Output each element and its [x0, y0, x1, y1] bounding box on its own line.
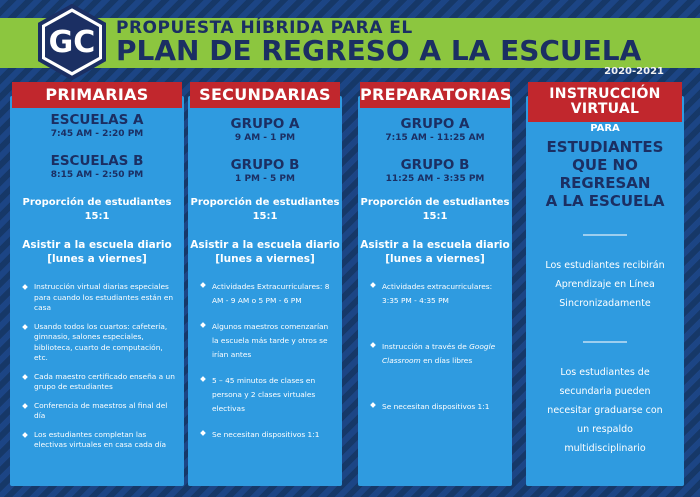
- group-b-time: 8:15 AM - 2:50 PM: [50, 170, 144, 180]
- ratio-value: 15:1: [84, 211, 110, 222]
- bullet-list: [358, 280, 512, 414]
- ratio-label: Proporción de estudiantes: [360, 197, 510, 208]
- attend-line-1: Asistir a la escuela diario: [22, 239, 172, 251]
- list-item: 5 – 45 minutos de clases en persona y 2 clases virtuales electivas: [202, 374, 336, 416]
- column-secundarias: [188, 85, 342, 486]
- title-line-2: PLAN DE REGRESO A LA ESCUELA: [116, 34, 642, 67]
- heading-primarias: PRIMARIAS: [12, 82, 182, 108]
- virtual-text-1: Los estudiantes recibirán Aprendizaje en Línea Sincronizadamente: [545, 260, 665, 309]
- google-classroom-text: Google Classroom: [382, 342, 496, 365]
- column-virtual: [526, 86, 684, 486]
- bullet-list: [10, 282, 184, 451]
- ratio-value: 15:1: [252, 211, 278, 222]
- list-item: Conferencia de maestros al final del día: [24, 401, 178, 422]
- title-line-1: PROPUESTA HÍBRIDA PARA EL: [116, 18, 413, 38]
- target-line-3: A LA ESCUELA: [545, 192, 665, 210]
- list-item: Instrucción virtual diarias especiales para cuando los estudiantes están en casa: [24, 282, 178, 314]
- schedule-group-b: [188, 157, 342, 186]
- column-preparatorias: [358, 85, 512, 486]
- group-b-time: 11:25 AM - 3:35 PM: [385, 174, 485, 184]
- list-item: Se necesitan dispositivos 1:1: [372, 400, 506, 414]
- schedule-group-a: [10, 112, 184, 141]
- para-label: PARA: [590, 123, 620, 134]
- ratio-label: Proporción de estudiantes: [190, 197, 340, 208]
- group-a-title: GRUPO A: [400, 116, 470, 132]
- attend-line-1: Asistir a la escuela diario: [360, 239, 510, 251]
- attend-line-1: Asistir a la escuela diario: [190, 239, 340, 251]
- heading-secundarias: SECUNDARIAS: [190, 82, 340, 108]
- list-item: [372, 340, 506, 368]
- schedule-group-b: [10, 153, 184, 182]
- heading-preparatorias: PREPARATORIAS: [360, 82, 510, 108]
- heading-virtual-line-2: VIRTUAL: [570, 101, 640, 117]
- group-a-time: 7:45 AM - 2:20 PM: [50, 129, 144, 139]
- bullet-text-prefix: Instrucción a través de: [382, 342, 470, 351]
- target-line-2: QUE NO REGRESAN: [559, 156, 651, 192]
- schedule-group-b: [358, 157, 512, 186]
- group-b-title: GRUPO B: [400, 157, 470, 173]
- list-item: Actividades Extracurriculares: 8 AM - 9 AM o 5 PM - 6 PM: [202, 280, 336, 308]
- divider: [583, 341, 627, 343]
- target-line-1: ESTUDIANTES: [546, 138, 664, 156]
- school-year: 2020-2021: [604, 66, 664, 77]
- group-a-time: 9 AM - 1 PM: [234, 133, 296, 143]
- bullet-list: [188, 280, 342, 442]
- attend-line-2: [lunes a viernes]: [215, 253, 315, 265]
- list-item: Se necesitan dispositivos 1:1: [202, 428, 336, 442]
- group-a-time: 7:15 AM - 11:25 AM: [385, 133, 485, 143]
- heading-virtual-line-1: INSTRUCCIÓN: [549, 86, 661, 102]
- group-a-title: ESCUELAS A: [50, 112, 144, 128]
- bullet-text-suffix: en días libres: [420, 356, 473, 365]
- group-b-time: 1 PM - 5 PM: [235, 174, 295, 184]
- column-primarias: [10, 85, 184, 486]
- logo-text: GC: [48, 25, 96, 60]
- district-logo: [34, 4, 110, 80]
- list-item: Los estudiantes completan las electivas virtuales en casa cada día: [24, 430, 178, 451]
- virtual-text-2: Los estudiantes de secundaria pueden necesitar graduarse con un respaldo multidisciplinario: [547, 367, 663, 454]
- list-item: Cada maestro certificado enseña a un grupo de estudiantes: [24, 372, 178, 393]
- attend-line-2: [lunes a viernes]: [47, 253, 147, 265]
- list-item: Algunos maestros comenzarían la escuela más tarde y otros se irían antes: [202, 320, 336, 362]
- schedule-group-a: [188, 116, 342, 145]
- group-b-title: ESCUELAS B: [50, 153, 144, 169]
- ratio-value: 15:1: [422, 211, 448, 222]
- list-item: Actividades extracurriculares: 3:35 PM - 4:35 PM: [372, 280, 506, 308]
- divider: [583, 234, 627, 236]
- header: [0, 0, 700, 78]
- schedule-group-a: [358, 116, 512, 145]
- group-a-title: GRUPO A: [230, 116, 300, 132]
- attend-line-2: [lunes a viernes]: [385, 253, 485, 265]
- list-item: Usando todos los cuartos: cafetería, gimnasio, salones especiales, biblioteca, cuarto de computación, etc.: [24, 322, 178, 364]
- ratio-label: Proporción de estudiantes: [22, 197, 172, 208]
- group-b-title: GRUPO B: [230, 157, 300, 173]
